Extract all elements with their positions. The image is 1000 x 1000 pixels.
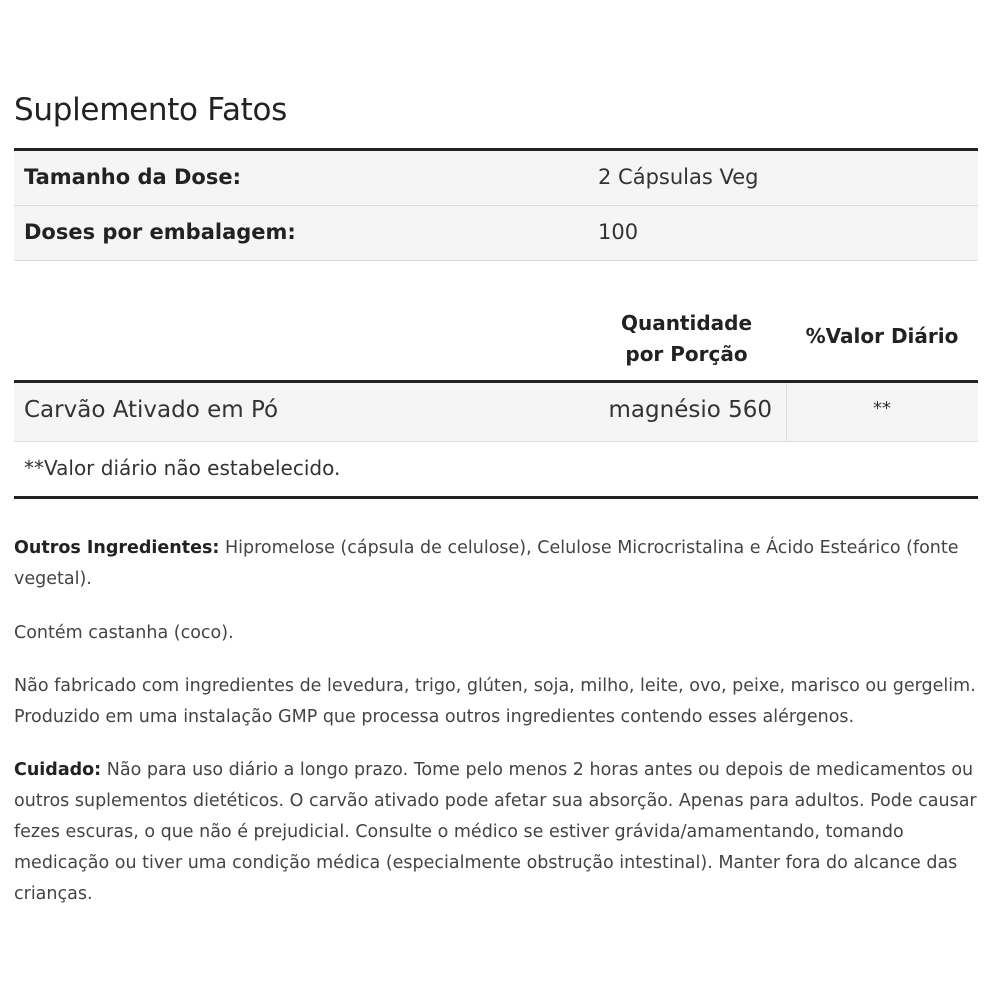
nutrient-amount: magnésio 560 bbox=[608, 397, 772, 423]
page-title: Suplemento Fatos bbox=[14, 92, 288, 128]
nutrient-table-header bbox=[14, 300, 978, 383]
contains-statement: Contém castanha (coco). bbox=[14, 623, 234, 643]
allergen-statement: Não fabricado com ingredientes de levedura, trigo, glúten, soja, milho, leite, ovo, peixe, marisco ou gergelim. Produzido em uma instalação GMP que processa outros ingredientes contendo esses alérgenos. bbox=[14, 676, 976, 727]
servings-per-container-value: 100 bbox=[598, 220, 639, 244]
caution-text: Não para uso diário a longo prazo. Tome pelo menos 2 horas antes ou depois de medicamentos ou outros suplementos dietéticos. O carvão ativado pode afetar sua absorção. Apenas para adultos. Pode causar fezes escuras, o que não é prejudicial. Consulte o médico se estiver grávida/amamentando, tomando medicação ou tiver uma condição médica (especialmente obstrução intestinal). Manter fora do alcance das crianças. bbox=[14, 760, 977, 904]
servings-per-container-row bbox=[14, 206, 978, 261]
serving-size-row bbox=[14, 151, 978, 206]
nutrient-row bbox=[14, 383, 978, 442]
daily-value-header: %Valor Diário bbox=[805, 324, 959, 348]
amount-per-serving-header: Quantidade por Porção bbox=[620, 311, 753, 366]
nutrient-name: Carvão Ativado em Pó bbox=[24, 397, 279, 423]
servings-per-container-label: Doses por embalagem: bbox=[24, 220, 296, 244]
caution-statement bbox=[14, 755, 978, 910]
serving-size-value: 2 Cápsulas Veg bbox=[598, 165, 759, 189]
other-ingredients-text: Hipromelose (cápsula de celulose), Celulose Microcristalina e Ácido Esteárico (fonte vegetal). bbox=[14, 538, 959, 589]
serving-size-label: Tamanho da Dose: bbox=[24, 165, 241, 189]
serving-info-table bbox=[14, 148, 978, 261]
caution-label: Cuidado: bbox=[14, 760, 102, 780]
other-ingredients bbox=[14, 533, 978, 595]
other-ingredients-label: Outros Ingredientes: bbox=[14, 538, 220, 558]
daily-value-footnote: **Valor diário não estabelecido. bbox=[24, 456, 341, 480]
daily-value-footnote-row bbox=[14, 442, 978, 499]
nutrient-daily-value: ** bbox=[873, 398, 891, 419]
